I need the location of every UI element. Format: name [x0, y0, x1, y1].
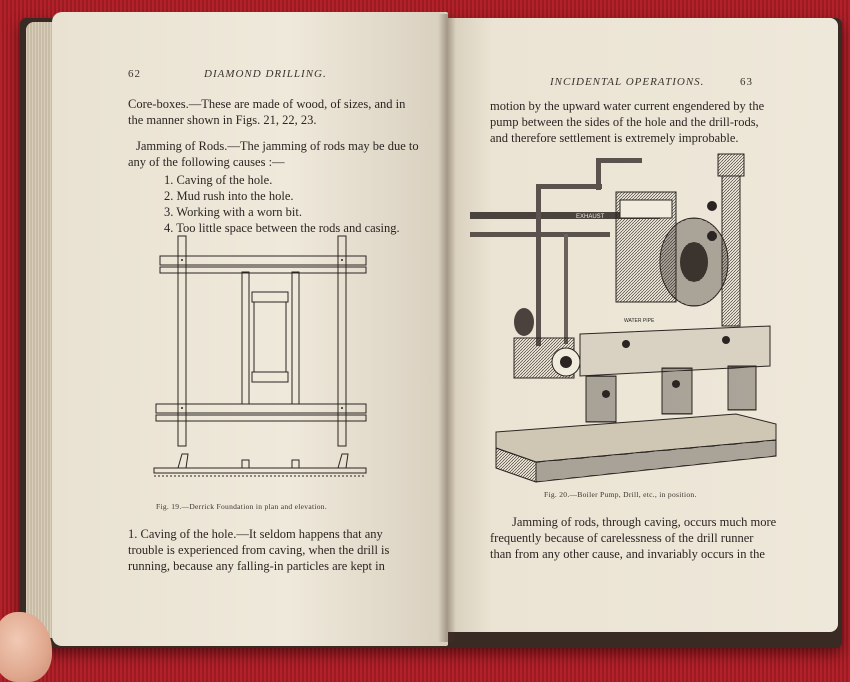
left-running-head: DIAMOND DRILLING. — [204, 68, 327, 80]
para-motion-line3: and therefore settlement is extremely improbable. — [490, 131, 739, 145]
cause-item-4: 4. Too little space between the rods and casing. — [164, 221, 400, 235]
right-page — [446, 18, 838, 632]
para-jamming-line1: Jamming of Rods.—The jamming of rods may be due to — [136, 139, 419, 153]
para-motion-line1: motion by the upward water current engendered by the — [490, 99, 765, 113]
para-caving-line1: 1. Caving of the hole.—It seldom happens that any — [128, 527, 383, 541]
cause-item-3: 3. Working with a worn bit. — [164, 205, 302, 219]
para-caving-line2: trouble is experienced from caving, when the drill is — [128, 543, 390, 557]
para-core-boxes-line2: the manner shown in Figs. 21, 22, 23. — [128, 113, 317, 127]
fig20-caption: Fig. 20.—Boiler Pump, Drill, etc., in position. — [544, 490, 697, 499]
exhaust-label: EXHAUST — [576, 214, 605, 220]
fig19-caption: Fig. 19.—Derrick Foundation in plan and elevation. — [156, 502, 328, 511]
derrick-foundation-figure — [150, 232, 380, 492]
book-gutter — [438, 14, 456, 642]
left-page-number: 62 — [128, 68, 141, 80]
cause-item-2: 2. Mud rush into the hole. — [164, 189, 294, 203]
cause-item-1: 1. Caving of the hole. — [164, 173, 273, 187]
para-jamming-rods-line2: frequently because of carelessness of the drill runner — [490, 531, 754, 545]
left-page — [52, 12, 448, 646]
para-caving-line3: running, because any falling-in particles are kept in — [128, 559, 385, 573]
para-motion-line2: pump between the sides of the hole and the drill-rods, — [490, 115, 759, 129]
water-pipe-label: WATER PIPE — [624, 318, 655, 324]
boiler-pump-figure — [466, 144, 792, 494]
para-jamming-rods-line1: Jamming of rods, through caving, occurs much more — [512, 515, 777, 529]
para-jamming-line2: any of the following causes :— — [128, 155, 285, 169]
para-core-boxes-line1: Core-boxes.—These are made of wood, of sizes, and in — [128, 97, 406, 111]
right-running-head: INCIDENTAL OPERATIONS. — [550, 76, 705, 88]
right-page-number: 63 — [740, 76, 753, 88]
para-jamming-rods-line3: than from any other cause, and invariably occurs in the — [490, 547, 765, 561]
